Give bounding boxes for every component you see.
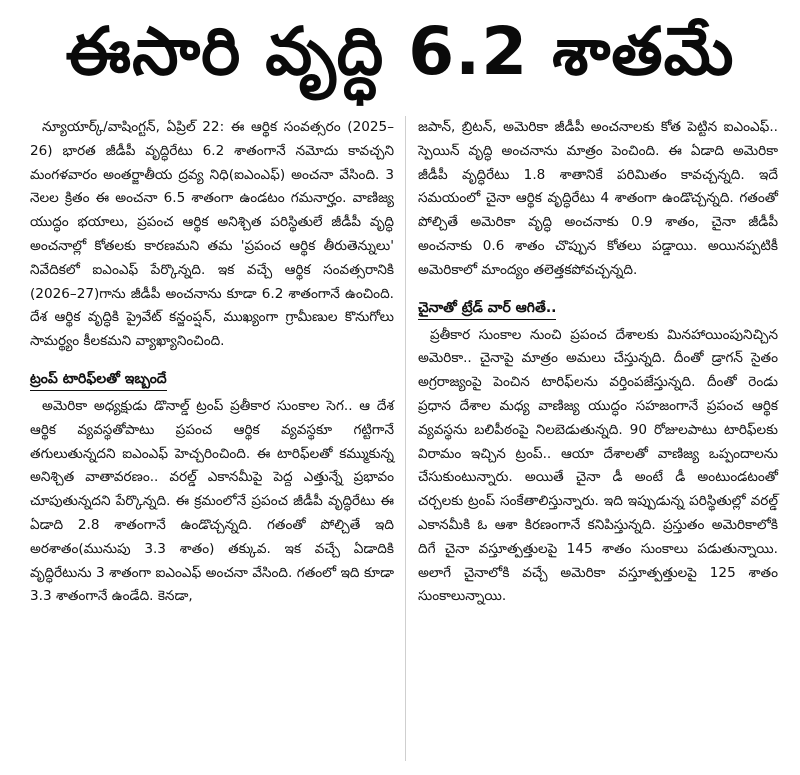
column-divider	[405, 116, 406, 761]
right-paragraph-1: జపాన్, బ్రిటన్, అమెరికా జీడీపీ అంచనాలకు కోత పెట్టిన ఐఎంఎఫ్.. స్పెయిన్ వృద్ధి అంచనాను మాత్రం పెంచింది. ఈ ఏడాది అమెరికా జీడీపీ వృద్ధిరేటు 1.8 శాతానికే పరిమితం కావచ్చన్నది. ఇదే సమయంలో చైనా ఆర్థిక వృద్ధిరేటు 4 శాతంగా ఉండొచ్చన్నది. గతంతో పోల్చితే అమెరికా వృద్ధి అంచనాకు 0.9 శాతం, చైనా జీడీపీ అంచనాకు 0.6 శాతం చొప్పున కోతలు పడ్డాయి. అయినప్పటికీ అమెరికాలో మాంద్యం తలెత్తకపోవచ్చన్నది.	[418, 119, 778, 278]
left-subhead-wrap	[30, 354, 394, 395]
right-column	[418, 116, 778, 609]
left-subhead: ట్రంప్ టారిఫ్‌లతో ఇబ్బందే	[30, 368, 167, 391]
right-subhead: చైనాతో ట్రేడ్ వార్ ఆగితే..	[418, 297, 556, 320]
left-paragraph-1: న్యూయార్క్/వాషింగ్టన్, ఏప్రిల్ 22: ఈ ఆర్థిక సంవత్సరం (2025–26) భారత జీడీపీ వృద్ధిరేటు 6.2 శాతంగానే నమోదు కావచ్చని మంగళవారం అంతర్జాతీయ ద్రవ్య నిధి(ఐఎంఎఫ్) అంచనా వేసింది. 3 నెలల క్రితం ఈ అంచనా 6.5 శాతంగా ఉండటం గమనార్హం. వాణిజ్య యుద్ధం భయాలు, ప్రపంచ ఆర్థిక అనిశ్చిత పరిస్థితులే జీడీపీ వృద్ధి అంచనాల్లో కోతలకు కారణమని తమ 'ప్రపంచ ఆర్థిక తీరుతెన్నులు' నివేదికలో ఐఎంఎఫ్ పేర్కొన్నది. ఇక వచ్చే ఆర్థిక సంవత్సరానికి (2026–27)గాను జీడీపీ అంచనాను కూడా 6.2 శాతంగానే ఉంచింది. దేశ ఆర్థిక వృద్ధికి ప్రైవేట్ కన్జంప్షన్, ముఖ్యంగా గ్రామీణుల కొనుగోలు సామర్థ్యం కీలకమని వ్యాఖ్యానించింది.	[30, 119, 394, 350]
right-paragraph-2: ప్రతీకార సుంకాల నుంచి ప్రపంచ దేశాలకు మినహాయింపునిచ్చిన అమెరికా.. చైనాపై మాత్రం అమలు చేస్తున్నది. దీంతో డ్రాగన్ సైతం అగ్రరాజ్యంపై పెంచిన టారిఫ్‌లను వర్తింపజేస్తున్నది. దీంతో రెండు ప్రధాన దేశాల మధ్య వాణిజ్య యుద్ధం సహజంగానే ప్రపంచ ఆర్థిక వ్యవస్థను బలిపీఠంపై నిలబెడుతున్నది. 90 రోజులపాటు టారిఫ్‌లకు విరామం ఇచ్చిన ట్రంప్.. ఆయా దేశాలతో వాణిజ్య ఒప్పందాలను చేసుకుంటున్నారు. అయితే చైనా డీ అంటే డీ అంటుండటంతో చర్చలకు ట్రంప్ సంకేతాలిస్తున్నారు. ఇది ఇప్పుడున్న పరిస్థితుల్లో వరల్డ్ ఎకానమీకి ఓ ఆశా కిరణంగానే కనిపిస్తున్నది. ప్రస్తుతం అమెరికాలోకి దిగే చైనా వస్తూత్పత్తులపై 145 శాతం సుంకాలు పడుతున్నాయి. అలాగే చైనాలోకి వచ్చే అమెరికా వస్తూత్పత్తులపై 125 శాతం సుంకాలున్నాయి.	[418, 326, 778, 605]
left-paragraph-2: అమెరికా అధ్యక్షుడు డొనాల్డ్ ట్రంప్ ప్రతీకార సుంకాల సెగ.. ఆ దేశ ఆర్థిక వ్యవస్థతోపాటు ప్రపంచ ఆర్థిక వ్యవస్థకూ గట్టిగానే తగులుతున్నదని ఐఎంఎఫ్ హెచ్చరించింది. ఈ టారిఫ్‌లతో కమ్ముకున్న అనిశ్చిత వాతావరణం.. వరల్డ్ ఎకానమీపై పెద్ద ఎత్తున్నే ప్రభావం చూపుతున్నదని పేర్కొన్నది. ఈ క్రమంలోనే ప్రపంచ జీడీపీ వృద్ధిరేటు ఈ ఏడాది 2.8 శాతంగానే ఉండొచ్చన్నది. గతంతో పోల్చితే ఇది అరశాతం(మునుపు 3.3 శాతం) తక్కువ. ఇక వచ్చే ఏడాదికి వృద్ధిరేటును 3 శాతంగా ఐఎంఎఫ్ అంచనా వేసింది. గతంలో ఇది కూడా 3.3 శాతంగానే ఉండేది. కెనడా,	[30, 397, 394, 605]
left-column	[30, 116, 394, 609]
right-subhead-wrap	[418, 283, 778, 324]
headline: ఈసారి వృద్ధి 6.2 శాతమే	[65, 13, 735, 90]
